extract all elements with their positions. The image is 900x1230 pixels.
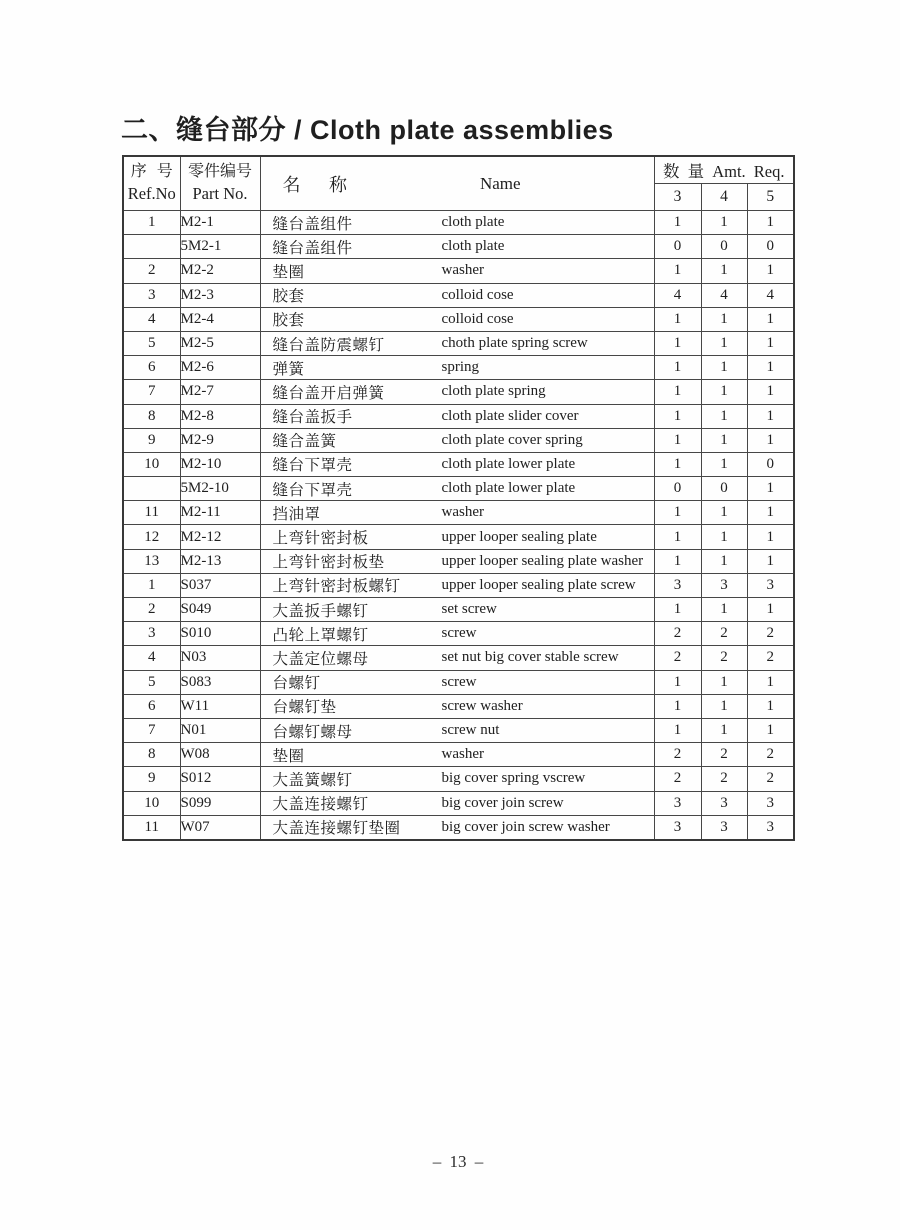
table-row [123,356,794,380]
name-en-text: cloth plate cover spring [441,431,583,448]
name-en-text: set screw [441,601,497,618]
qty-4-cell: 2 [701,622,747,646]
ref-no-cell [123,477,180,501]
ref-no-cell: 8 [123,743,180,767]
name-cn-text: 大盖簧螺钉 [272,771,353,789]
part-no-cell: N03 [180,646,260,670]
name-en-text: cloth plate [441,238,505,255]
qty-4-cell: 1 [701,259,747,283]
part-no-cell: M2-8 [180,404,260,428]
table-row [123,646,794,670]
ref-no-cell: 11 [123,501,180,525]
table-row [123,718,794,742]
name-cell [260,694,654,718]
name-cell [260,718,654,742]
qty-3-cell: 1 [654,718,701,742]
name-cell [260,791,654,815]
ref-no-cell: 4 [123,307,180,331]
ref-no-cell: 6 [123,694,180,718]
name-cell [260,598,654,622]
name-cn-text: 弹簧 [272,360,305,378]
qty-5-cell: 1 [747,694,794,718]
name-en-text: big cover join screw washer [441,818,610,835]
qty-5-cell: 1 [747,404,794,428]
qty-5-cell: 1 [747,549,794,573]
qty-3-cell: 2 [654,767,701,791]
name-cn-text: 缝台盖组件 [272,239,353,257]
qty-5-cell: 2 [747,767,794,791]
qty-4-cell: 4 [701,283,747,307]
name-cn-text: 大盖连接螺钉 [272,796,369,814]
name-cn-text: 垫圈 [272,747,305,765]
qty-5-cell: 2 [747,622,794,646]
name-cn-text: 台螺钉螺母 [272,723,353,741]
qty-3-cell: 1 [654,501,701,525]
table-row [123,767,794,791]
name-en-text: colloid cose [441,310,514,327]
ref-no-cell: 1 [123,573,180,597]
qty-4-cell: 1 [701,356,747,380]
ref-no-cell: 6 [123,356,180,380]
name-cell [260,501,654,525]
qty-3-cell: 1 [654,694,701,718]
name-cell [260,356,654,380]
qty-5-cell: 1 [747,380,794,404]
part-no-cell: W11 [180,694,260,718]
table-row [123,525,794,549]
table-row [123,622,794,646]
qty-4-cell: 1 [701,452,747,476]
qty-4-cell: 1 [701,404,747,428]
name-cell [260,815,654,840]
qty-5-cell: 1 [747,331,794,355]
table-row [123,380,794,404]
qty-5-cell: 1 [747,718,794,742]
qty-5-cell: 1 [747,356,794,380]
part-no-cell: S010 [180,622,260,646]
name-cn-text: 缝台盖扳手 [272,409,353,427]
name-en-text: cloth plate slider cover [441,407,579,424]
header-name [260,156,654,211]
table-row [123,283,794,307]
qty-4-cell: 3 [701,791,747,815]
part-no-cell: M2-10 [180,452,260,476]
qty-5-cell: 1 [747,525,794,549]
qty-3-cell: 1 [654,211,701,235]
qty-3-cell: 3 [654,573,701,597]
header-qty-label: 数 量 Amt. Req. [654,156,794,184]
qty-5-cell: 3 [747,815,794,840]
name-en-text: cloth plate lower plate [441,455,576,472]
table-row [123,428,794,452]
qty-3-cell: 3 [654,791,701,815]
qty-3-cell: 2 [654,622,701,646]
qty-5-cell: 0 [747,452,794,476]
ref-no-cell: 2 [123,598,180,622]
qty-3-cell: 1 [654,670,701,694]
qty-5-cell: 1 [747,598,794,622]
ref-no-cell: 7 [123,380,180,404]
ref-no-cell: 9 [123,767,180,791]
part-no-cell: M2-2 [180,259,260,283]
part-no-cell: S083 [180,670,260,694]
qty-4-cell: 1 [701,211,747,235]
header-name-en: Name [479,173,521,193]
part-no-cell: W07 [180,815,260,840]
qty-4-cell: 1 [701,549,747,573]
qty-3-cell: 1 [654,598,701,622]
name-cn-text: 缝合盖簧 [272,433,337,451]
qty-4-cell: 1 [701,718,747,742]
page-title: 二、缝台部分 / Cloth plate assemblies [121,115,614,145]
page-number: – 13 – [432,1152,484,1171]
ref-no-cell: 5 [123,331,180,355]
name-en-text: big cover spring vscrew [441,770,586,787]
qty-4-cell: 1 [701,525,747,549]
ref-no-cell: 13 [123,549,180,573]
name-cn-text: 缝台下罩壳 [272,457,353,475]
qty-5-cell: 1 [747,670,794,694]
name-cn-text: 上弯针密封板螺钉 [272,578,401,596]
part-no-cell: M2-4 [180,307,260,331]
qty-5-cell: 2 [747,743,794,767]
qty-4-cell: 0 [701,235,747,259]
table-row [123,598,794,622]
table-row [123,670,794,694]
part-no-cell: M2-13 [180,549,260,573]
name-en-text: cloth plate lower plate [441,480,576,497]
qty-3-cell: 0 [654,477,701,501]
name-en-text: upper looper sealing plate [441,528,597,545]
name-cn-text: 大盖扳手螺钉 [272,602,369,620]
name-en-text: cloth plate spring [441,383,546,400]
part-no-cell: M2-9 [180,428,260,452]
name-cn-text: 胶套 [272,312,305,330]
header-qty-col-5: 5 [747,184,794,211]
name-en-text: washer [441,262,484,279]
header-name-cn: 名 称 [282,174,347,195]
qty-3-cell: 0 [654,235,701,259]
name-en-text: big cover join screw [441,794,564,811]
name-cell [260,477,654,501]
part-no-cell: M2-11 [180,501,260,525]
name-cn-text: 台螺钉垫 [272,699,337,717]
qty-4-cell: 1 [701,428,747,452]
name-en-text: cloth plate [441,214,505,231]
qty-5-cell: 2 [747,646,794,670]
qty-3-cell: 1 [654,259,701,283]
qty-5-cell: 1 [747,477,794,501]
part-no-cell: M2-3 [180,283,260,307]
name-cn-text: 胶套 [272,288,305,306]
ref-no-cell: 1 [123,211,180,235]
part-no-cell: 5M2-1 [180,235,260,259]
ref-no-cell: 10 [123,452,180,476]
name-cn-text: 缝台下罩壳 [272,481,353,499]
name-cell [260,670,654,694]
header-ref-no-en: Ref.No [127,184,176,204]
qty-3-cell: 1 [654,549,701,573]
part-no-cell: 5M2-10 [180,477,260,501]
qty-5-cell: 1 [747,259,794,283]
qty-3-cell: 2 [654,743,701,767]
qty-3-cell: 2 [654,646,701,670]
name-cell [260,622,654,646]
ref-no-cell: 7 [123,718,180,742]
name-cn-text: 缝台盖防震螺钉 [272,336,385,354]
table-row [123,743,794,767]
part-no-cell: M2-5 [180,331,260,355]
qty-3-cell: 1 [654,307,701,331]
part-no-cell: S012 [180,767,260,791]
name-en-text: screw [441,673,477,690]
name-en-text: screw nut [441,722,500,739]
name-en-text: choth plate spring screw [441,335,588,352]
part-no-cell: S049 [180,598,260,622]
part-no-cell: S037 [180,573,260,597]
ref-no-cell: 5 [123,670,180,694]
qty-5-cell: 1 [747,428,794,452]
name-cn-text: 大盖定位螺母 [272,650,369,668]
name-cell [260,646,654,670]
qty-4-cell: 1 [701,598,747,622]
name-en-text: upper looper sealing plate washer [441,552,644,569]
part-no-cell: M2-6 [180,356,260,380]
table-row [123,694,794,718]
header-part-no [180,156,260,211]
part-no-cell: N01 [180,718,260,742]
part-no-cell: W08 [180,743,260,767]
ref-no-cell: 3 [123,283,180,307]
name-en-text: upper looper sealing plate screw [441,576,636,593]
ref-no-cell: 4 [123,646,180,670]
name-en-text: washer [441,746,484,763]
name-en-text: screw [441,625,477,642]
name-cell [260,743,654,767]
qty-4-cell: 1 [701,331,747,355]
name-cell [260,211,654,235]
name-cn-text: 垫圈 [272,263,305,281]
name-cn-text: 上弯针密封板垫 [272,554,385,572]
qty-3-cell: 4 [654,283,701,307]
header-qty-col-3: 3 [654,184,701,211]
part-no-cell: M2-7 [180,380,260,404]
part-no-cell: M2-12 [180,525,260,549]
header-ref-no-cn: 序 号 [130,163,173,181]
table-row [123,259,794,283]
ref-no-cell: 2 [123,259,180,283]
table-row [123,404,794,428]
ref-no-cell [123,235,180,259]
name-en-text: set nut big cover stable screw [441,649,619,666]
ref-no-cell: 3 [123,622,180,646]
name-cn-text: 缝台盖开启弹簧 [272,384,385,402]
name-cell [260,428,654,452]
name-cell [260,380,654,404]
name-cell [260,452,654,476]
qty-4-cell: 0 [701,477,747,501]
name-cn-text: 凸轮上罩螺钉 [272,626,369,644]
name-en-text: colloid cose [441,286,514,303]
qty-3-cell: 1 [654,428,701,452]
table-row [123,573,794,597]
qty-3-cell: 3 [654,815,701,840]
ref-no-cell: 9 [123,428,180,452]
table-row [123,235,794,259]
name-cell [260,307,654,331]
name-cell [260,331,654,355]
header-part-no-en: Part No. [192,184,248,204]
qty-4-cell: 3 [701,573,747,597]
qty-3-cell: 1 [654,356,701,380]
table-row [123,791,794,815]
ref-no-cell: 8 [123,404,180,428]
qty-3-cell: 1 [654,525,701,549]
name-en-text: screw washer [441,697,523,714]
name-en-text: washer [441,504,484,521]
table-row [123,211,794,235]
name-cell [260,283,654,307]
name-cell [260,259,654,283]
header-part-no-cn: 零件编号 [187,163,252,181]
table-row [123,452,794,476]
qty-5-cell: 0 [747,235,794,259]
qty-4-cell: 2 [701,646,747,670]
qty-4-cell: 2 [701,743,747,767]
header-qty-col-4: 4 [701,184,747,211]
part-no-cell: M2-1 [180,211,260,235]
qty-4-cell: 1 [701,670,747,694]
name-cell [260,573,654,597]
table-row [123,815,794,840]
name-cn-text: 大盖连接螺钉垫圈 [272,820,401,838]
parts-table-header [123,156,794,211]
qty-4-cell: 1 [701,380,747,404]
qty-4-cell: 1 [701,694,747,718]
header-ref-no [123,156,180,211]
table-row [123,331,794,355]
ref-no-cell: 10 [123,791,180,815]
part-no-cell: S099 [180,791,260,815]
qty-5-cell: 1 [747,307,794,331]
parts-table [122,155,795,841]
qty-4-cell: 1 [701,501,747,525]
qty-5-cell: 1 [747,211,794,235]
qty-4-cell: 2 [701,767,747,791]
name-cell [260,235,654,259]
table-row [123,307,794,331]
qty-3-cell: 1 [654,404,701,428]
qty-4-cell: 1 [701,307,747,331]
name-cell [260,767,654,791]
name-cn-text: 挡油罩 [272,505,321,523]
name-cn-text: 台螺钉 [272,675,321,693]
qty-3-cell: 1 [654,380,701,404]
table-row [123,477,794,501]
qty-5-cell: 1 [747,501,794,525]
qty-3-cell: 1 [654,452,701,476]
name-cell [260,525,654,549]
ref-no-cell: 12 [123,525,180,549]
qty-3-cell: 1 [654,331,701,355]
table-row [123,501,794,525]
qty-4-cell: 3 [701,815,747,840]
name-cn-text: 上弯针密封板 [272,530,369,548]
qty-5-cell: 3 [747,791,794,815]
ref-no-cell: 11 [123,815,180,840]
qty-5-cell: 4 [747,283,794,307]
qty-5-cell: 3 [747,573,794,597]
name-cn-text: 缝台盖组件 [272,215,353,233]
table-row [123,549,794,573]
name-cell [260,549,654,573]
parts-table-body [123,211,794,840]
name-en-text: spring [441,359,479,376]
name-cell [260,404,654,428]
